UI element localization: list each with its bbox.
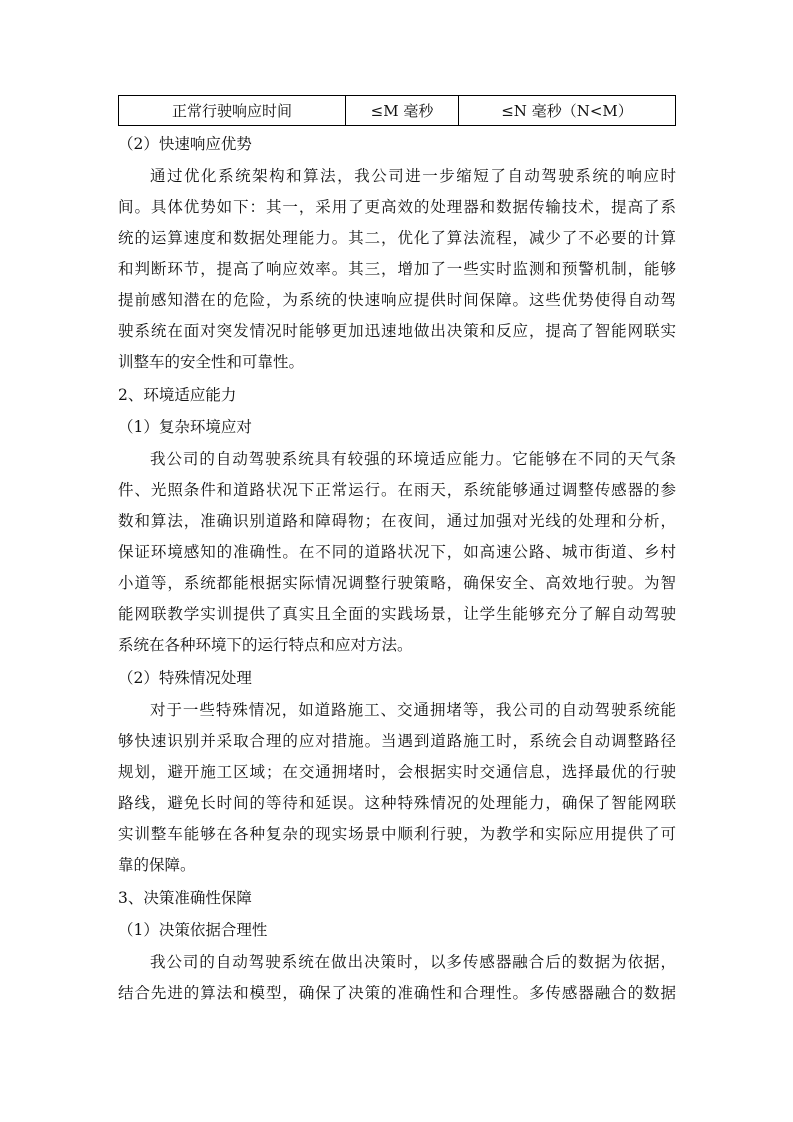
response-time-table <box>118 95 676 126</box>
paragraph-line: 我公司的自动驾驶系统具有较强的环境适应能力。它能够在不同的天气条 <box>150 450 676 468</box>
paragraph-line: 结合先进的算法和模型，确保了决策的准确性和合理性。多传感器融合的数据 <box>118 984 676 1002</box>
section-heading: （2）快速响应优势 <box>118 135 252 153</box>
table-cell: 正常行驶响应时间 <box>119 96 346 126</box>
section-heading: （2）特殊情况处理 <box>118 669 252 687</box>
paragraph-line: 数和算法，准确识别道路和障碍物；在夜间，通过加强对光线的处理和分析， <box>118 512 676 530</box>
paragraph-line: 够快速识别并采取合理的应对措施。当遇到道路施工时，系统会自动调整路径 <box>118 732 676 750</box>
paragraph-line: 训整车的安全性和可靠性。 <box>118 353 305 371</box>
paragraph-line: 统的运算速度和数据处理能力。其二，优化了算法流程，减少了不必要的计算 <box>118 229 676 247</box>
paragraph-line: 能网联教学实训提供了真实且全面的实践场景，让学生能够充分了解自动驾驶 <box>118 605 676 623</box>
paragraph-line: 规划，避开施工区域；在交通拥堵时，会根据实时交通信息，选择最优的行驶 <box>118 763 676 781</box>
paragraph-line: 路线，避免长时间的等待和延误。这种特殊情况的处理能力，确保了智能网联 <box>118 794 676 812</box>
section-heading: 2、环境适应能力 <box>118 386 237 404</box>
paragraph-line: 和判断环节，提高了响应效率。其三，增加了一些实时监测和预警机制，能够 <box>118 260 676 278</box>
paragraph-line: 提前感知潜在的危险，为系统的快速响应提供时间保障。这些优势使得自动驾 <box>118 291 676 309</box>
paragraph-line: 驶系统在面对突发情况时能够更加迅速地做出决策和反应，提高了智能网联实 <box>118 322 676 340</box>
paragraph-line: 件、光照条件和道路状况下正常运行。在雨天，系统能够通过调整传感器的参 <box>118 481 676 499</box>
paragraph-line: 间。具体优势如下：其一，采用了更高效的处理器和数据传输技术，提高了系 <box>118 198 676 216</box>
table-cell: ≤M 毫秒 <box>346 96 459 126</box>
table-row <box>119 96 676 126</box>
paragraph-line: 我公司的自动驾驶系统在做出决策时，以多传感器融合后的数据为依据， <box>150 953 676 971</box>
paragraph-line: 通过优化系统架构和算法，我公司进一步缩短了自动驾驶系统的响应时 <box>150 167 676 185</box>
table-cell: ≤N 毫秒（N<M） <box>459 96 676 126</box>
section-heading: （1）复杂环境应对 <box>118 418 252 436</box>
section-heading: （1）决策依据合理性 <box>118 921 268 939</box>
paragraph-line: 保证环境感知的准确性。在不同的道路状况下，如高速公路、城市街道、乡村 <box>118 543 676 561</box>
paragraph-line: 实训整车能够在各种复杂的现实场景中顺利行驶，为教学和实际应用提供了可 <box>118 825 676 843</box>
paragraph-line: 系统在各种环境下的运行特点和应对方法。 <box>118 636 413 654</box>
paragraph-line: 小道等，系统都能根据实际情况调整行驶策略，确保安全、高效地行驶。为智 <box>118 574 676 592</box>
section-heading: 3、决策准确性保障 <box>118 889 252 907</box>
paragraph-line: 对于一些特殊情况，如道路施工、交通拥堵等，我公司的自动驾驶系统能 <box>150 701 676 719</box>
paragraph-line: 靠的保障。 <box>118 856 196 874</box>
